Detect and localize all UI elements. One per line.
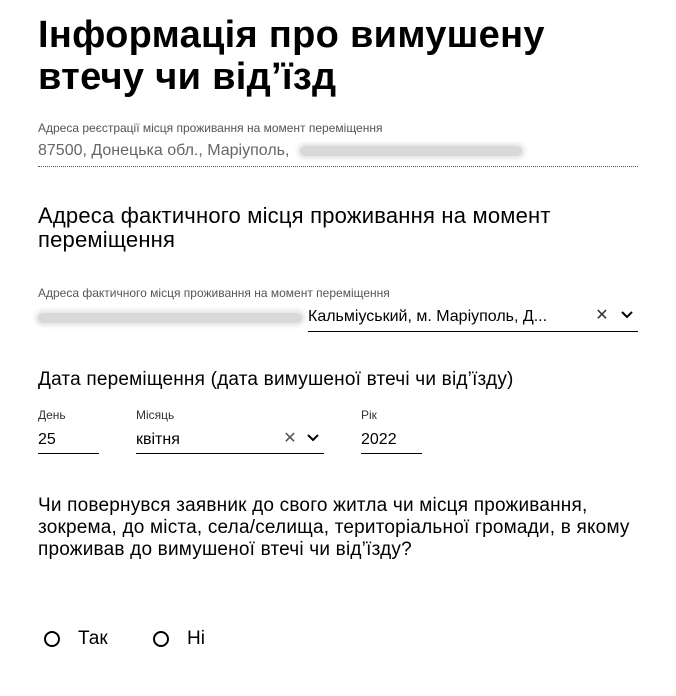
registration-address-label: Адреса реєстрації місця проживання на момент переміщення xyxy=(38,121,383,135)
redacted-text xyxy=(300,146,522,156)
actual-address-label: Адреса фактичного місця проживання на момент переміщення xyxy=(38,286,390,300)
registration-address-field[interactable] xyxy=(38,142,638,167)
year-label: Рік xyxy=(361,408,377,422)
close-icon[interactable]: ✕ xyxy=(283,430,297,447)
actual-address-row xyxy=(38,304,638,332)
settlement-select[interactable] xyxy=(308,304,638,332)
day-label: День xyxy=(38,408,66,422)
year-value: 2022 xyxy=(361,431,397,448)
page-title: Інформація про вимушену втечу чи від’їзд xyxy=(38,14,545,98)
actual-address-heading: Адреса фактичного місця проживання на момент переміщення xyxy=(38,203,551,252)
radio-button-yes[interactable] xyxy=(44,631,60,647)
close-icon[interactable]: ✕ xyxy=(595,307,609,324)
day-input[interactable] xyxy=(38,428,99,454)
return-question: Чи повернувся заявник до свого житла чи місця проживання, зокрема, до міста, села/селища, територіальної громади, в якому проживав до вимушеної втечі чи від’їзду? xyxy=(38,495,630,560)
radio-option-no[interactable] xyxy=(153,627,223,653)
settlement-select-value: Кальміуський, м. Маріуполь, Д... xyxy=(308,308,548,325)
year-input[interactable] xyxy=(361,428,422,454)
radio-label-yes: Так xyxy=(78,628,108,649)
redacted-text xyxy=(38,313,302,323)
day-value: 25 xyxy=(38,431,56,448)
registration-address-value: 87500, Донецька обл., Маріуполь, xyxy=(38,142,290,159)
radio-button-no[interactable] xyxy=(153,631,169,647)
month-select[interactable] xyxy=(136,428,324,454)
radio-option-yes[interactable] xyxy=(44,627,124,653)
chevron-down-icon[interactable] xyxy=(304,429,322,449)
chevron-down-icon[interactable] xyxy=(618,306,636,326)
radio-label-no: Ні xyxy=(187,628,205,649)
month-label: Місяць xyxy=(136,408,175,422)
month-value: квітня xyxy=(136,431,180,448)
move-date-heading: Дата переміщення (дата вимушеної втечі чи від’їзду) xyxy=(38,369,514,390)
